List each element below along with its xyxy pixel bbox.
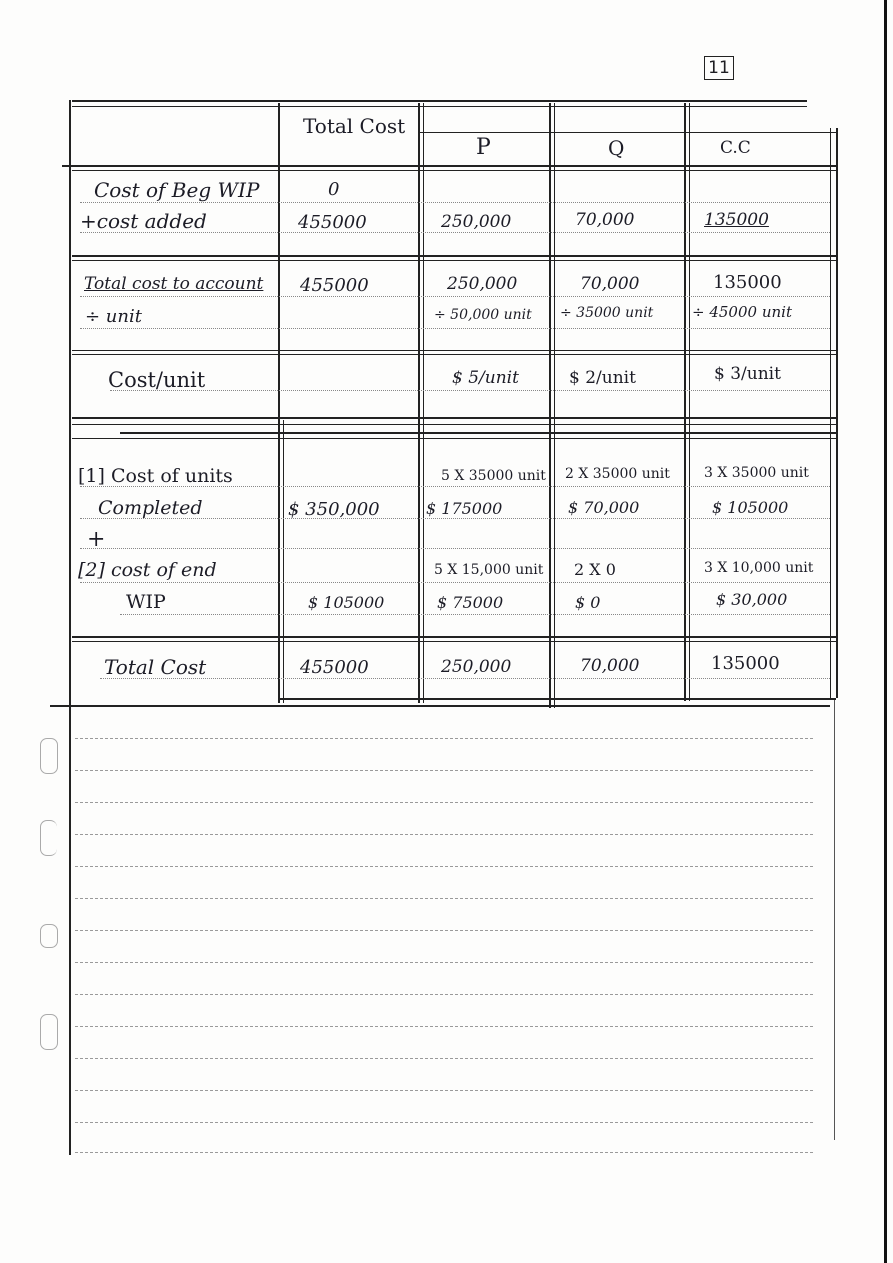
row-label-end-wip-calc: [2] cost of end [78, 559, 217, 581]
cell-total-to-account-q: 70,000 [580, 274, 640, 294]
cell-completed-calc-cc: 3 X 35000 unit [704, 465, 809, 481]
cell-grand-total-cc: 135000 [711, 653, 780, 674]
row-label-divide-unit: ÷ unit [85, 306, 142, 327]
cell-end-wip-amount-q: $ 0 [575, 593, 601, 612]
cell-grand-total-p: 250,000 [441, 657, 512, 677]
cell-cost-added-p: 250,000 [441, 212, 512, 232]
cell-beg-wip-total: 0 [328, 179, 340, 200]
cell-end-wip-amount-total: $ 105000 [308, 593, 385, 612]
cell-cost-per-unit-p: $ 5/unit [452, 368, 519, 388]
cell-divide-unit-q: ÷ 35000 unit [560, 305, 654, 321]
row-label-grand-total: Total Cost [104, 655, 207, 679]
page-number: 11 [704, 56, 734, 80]
row-label-end-wip-amount: WIP [126, 591, 166, 613]
cell-end-wip-calc-cc: 3 X 10,000 unit [704, 560, 814, 576]
row-label-completed-amount: Completed [98, 497, 203, 519]
row-label-beg-wip: Cost of Beg WIP [94, 178, 260, 202]
header-total-cost: Total Cost [303, 114, 406, 138]
cell-cost-added-total: 455000 [298, 212, 367, 233]
cell-cost-added-cc: 135000 [704, 210, 769, 230]
punch-hole [40, 1014, 58, 1050]
header-p: P [476, 135, 491, 160]
cell-total-to-account-cc: 135000 [713, 272, 782, 293]
cell-completed-calc-p: 5 X 35000 unit [441, 468, 546, 484]
punch-hole [40, 738, 58, 774]
cell-divide-unit-cc: ÷ 45000 unit [692, 303, 792, 321]
cell-total-to-account-p: 250,000 [447, 274, 518, 294]
row-label-cost-added: +cost added [80, 209, 207, 233]
cell-cost-per-unit-cc: $ 3/unit [714, 364, 781, 384]
cell-end-wip-calc-q: 2 X 0 [574, 560, 616, 579]
header-q: Q [608, 136, 625, 160]
row-label-cost-per-unit: Cost/unit [108, 368, 206, 392]
cell-grand-total-q: 70,000 [580, 656, 640, 676]
punch-hole [40, 820, 57, 856]
cell-completed-calc-q: 2 X 35000 unit [565, 466, 670, 482]
cell-completed-amount-total: $ 350,000 [288, 499, 380, 520]
cell-end-wip-amount-p: $ 75000 [437, 593, 504, 612]
header-cc: C.C [720, 138, 751, 158]
row-label-completed-calc: [1] Cost of units [78, 465, 233, 487]
row-label-total-to-account: Total cost to account [84, 274, 264, 294]
cell-divide-unit-p: ÷ 50,000 unit [434, 307, 532, 323]
punch-hole [40, 924, 58, 948]
cell-end-wip-amount-cc: $ 30,000 [716, 590, 788, 609]
page-edge [884, 0, 887, 1263]
cell-cost-added-q: 70,000 [575, 210, 635, 230]
cell-grand-total-total: 455000 [300, 657, 369, 678]
cell-total-to-account-total: 455000 [300, 275, 369, 296]
plus-sign: + [87, 527, 106, 552]
cell-end-wip-calc-p: 5 X 15,000 unit [434, 562, 544, 578]
cell-completed-amount-q: $ 70,000 [568, 498, 640, 517]
cell-completed-amount-cc: $ 105000 [712, 498, 789, 517]
cell-completed-amount-p: $ 175000 [426, 499, 503, 518]
cell-cost-per-unit-q: $ 2/unit [569, 368, 636, 388]
